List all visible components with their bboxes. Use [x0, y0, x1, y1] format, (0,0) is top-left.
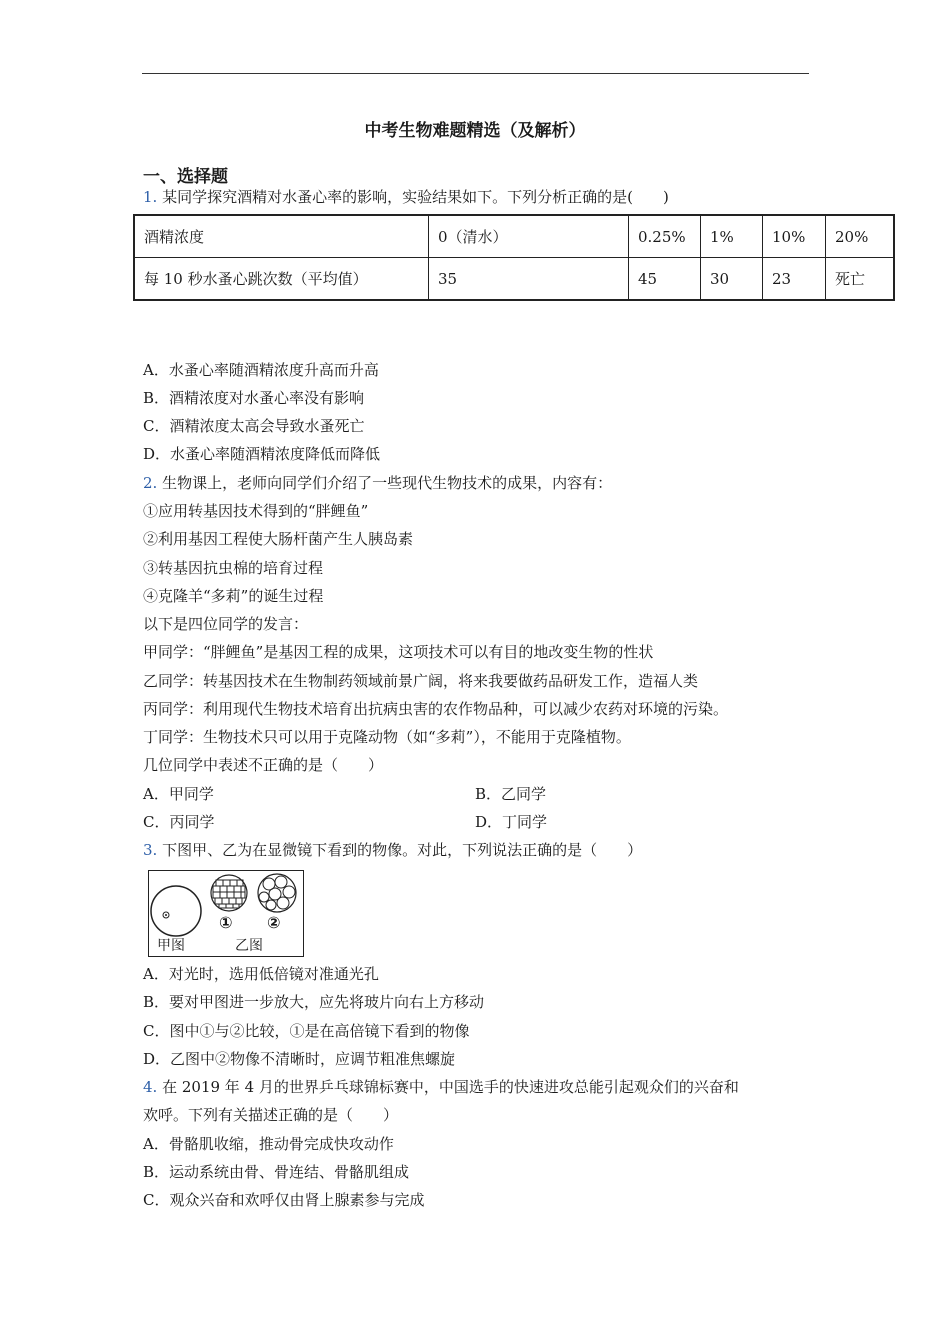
table-cell: 23 [763, 258, 826, 301]
table-cell: 10% [763, 215, 826, 258]
table-cell: 20% [826, 215, 895, 258]
table-cell: 35 [429, 258, 629, 301]
marker-2: ② [267, 913, 281, 932]
section-heading: 一、选择题 [143, 167, 228, 187]
list-item: 以下是四位同学的发言： [143, 615, 309, 633]
question-3 [143, 840, 642, 860]
question-stem: 在 2019 年 4 月的世界乒乓球锦标赛中，中国选手的快速进攻总能引起观众们的兴奋和 [162, 1078, 739, 1096]
figure-label-jia: 甲图 [157, 938, 185, 954]
option-c: C．观众兴奋和欢呼仅由肾上腺素参与完成 [143, 1191, 425, 1209]
option-a: A．水蚤心率随酒精浓度升高而升高 [143, 361, 379, 379]
option-b: B．乙同学 [475, 785, 547, 803]
question-stem: 下图甲、乙为在显微镜下看到的物像。对此，下列说法正确的是（ ） [162, 841, 643, 859]
question-stem: 某同学探究酒精对水蚤心率的影响，实验结果如下。下列分析正确的是( ) [162, 188, 669, 206]
question-stem-continued: 欢呼。下列有关描述正确的是（ ） [143, 1106, 399, 1124]
table-cell: 0.25% [629, 215, 701, 258]
question-4 [143, 1077, 739, 1097]
option-a: A．甲同学 [143, 785, 214, 803]
microscope-figure [148, 870, 304, 957]
table-cell: 1% [701, 215, 763, 258]
question-number: 3. [143, 841, 158, 859]
page-title: 中考生物难题精选（及解析） [364, 121, 586, 141]
marker-1: ① [219, 913, 233, 932]
list-item: 几位同学中表述不正确的是（ ） [143, 756, 384, 774]
list-item: 甲同学：“胖鲤鱼”是基因工程的成果，这项技术可以有目的地改变生物的性状 [143, 643, 654, 661]
table-cell: 每 10 秒水蚤心跳次数（平均值） [134, 258, 429, 301]
list-item: ①应用转基因技术得到的“胖鲤鱼” [143, 502, 369, 520]
table-row [134, 215, 894, 258]
list-item: 乙同学：转基因技术在生物制药领域前景广阔，将来我要做药品研发工作，造福人类 [143, 672, 699, 690]
list-item: ③转基因抗虫棉的培育过程 [143, 559, 324, 577]
option-b: B．酒精浓度对水蚤心率没有影响 [143, 389, 365, 407]
question-number: 4. [143, 1078, 158, 1096]
header-rule [142, 73, 809, 74]
table-row [134, 258, 894, 301]
option-b: B．运动系统由骨、骨连结、骨骼肌组成 [143, 1163, 410, 1181]
option-c: C．酒精浓度太高会导致水蚤死亡 [143, 417, 365, 435]
option-d: D．水蚤心率随酒精浓度降低而降低 [143, 445, 381, 463]
option-d: D．丁同学 [475, 813, 548, 831]
list-item: 丙同学：利用现代生物技术培育出抗病虫害的农作物品种，可以减少农药对环境的污染。 [143, 700, 729, 718]
question-number: 1. [143, 188, 158, 206]
question-number: 2. [143, 474, 158, 492]
question-stem: 生物课上，老师向同学们介绍了一些现代生物技术的成果，内容有： [162, 474, 613, 492]
experiment-table [133, 214, 895, 301]
table-cell: 酒精浓度 [134, 215, 429, 258]
option-c: C．图中①与②比较，①是在高倍镜下看到的物像 [143, 1022, 470, 1040]
question-1 [143, 187, 669, 207]
option-b: B．要对甲图进一步放大，应先将玻片向右上方移动 [143, 993, 485, 1011]
figure-label-yi: 乙图 [235, 938, 263, 954]
table-cell: 0（清水） [429, 215, 629, 258]
question-2 [143, 473, 612, 493]
option-c: C．丙同学 [143, 813, 215, 831]
list-item: ④克隆羊“多莉”的诞生过程 [143, 587, 324, 605]
table-cell: 30 [701, 258, 763, 301]
table-cell: 45 [629, 258, 701, 301]
option-a: A．对光时，选用低倍镜对准通光孔 [143, 965, 379, 983]
option-d: D．乙图中②物像不清晰时，应调节粗准焦螺旋 [143, 1050, 456, 1068]
list-item: ②利用基因工程使大肠杆菌产生人胰岛素 [143, 530, 414, 548]
option-a: A．骨骼肌收缩，推动骨完成快攻动作 [143, 1135, 394, 1153]
list-item: 丁同学：生物技术只可以用于克隆动物（如“多莉”），不能用于克隆植物。 [143, 728, 631, 746]
table-cell: 死亡 [826, 258, 895, 301]
